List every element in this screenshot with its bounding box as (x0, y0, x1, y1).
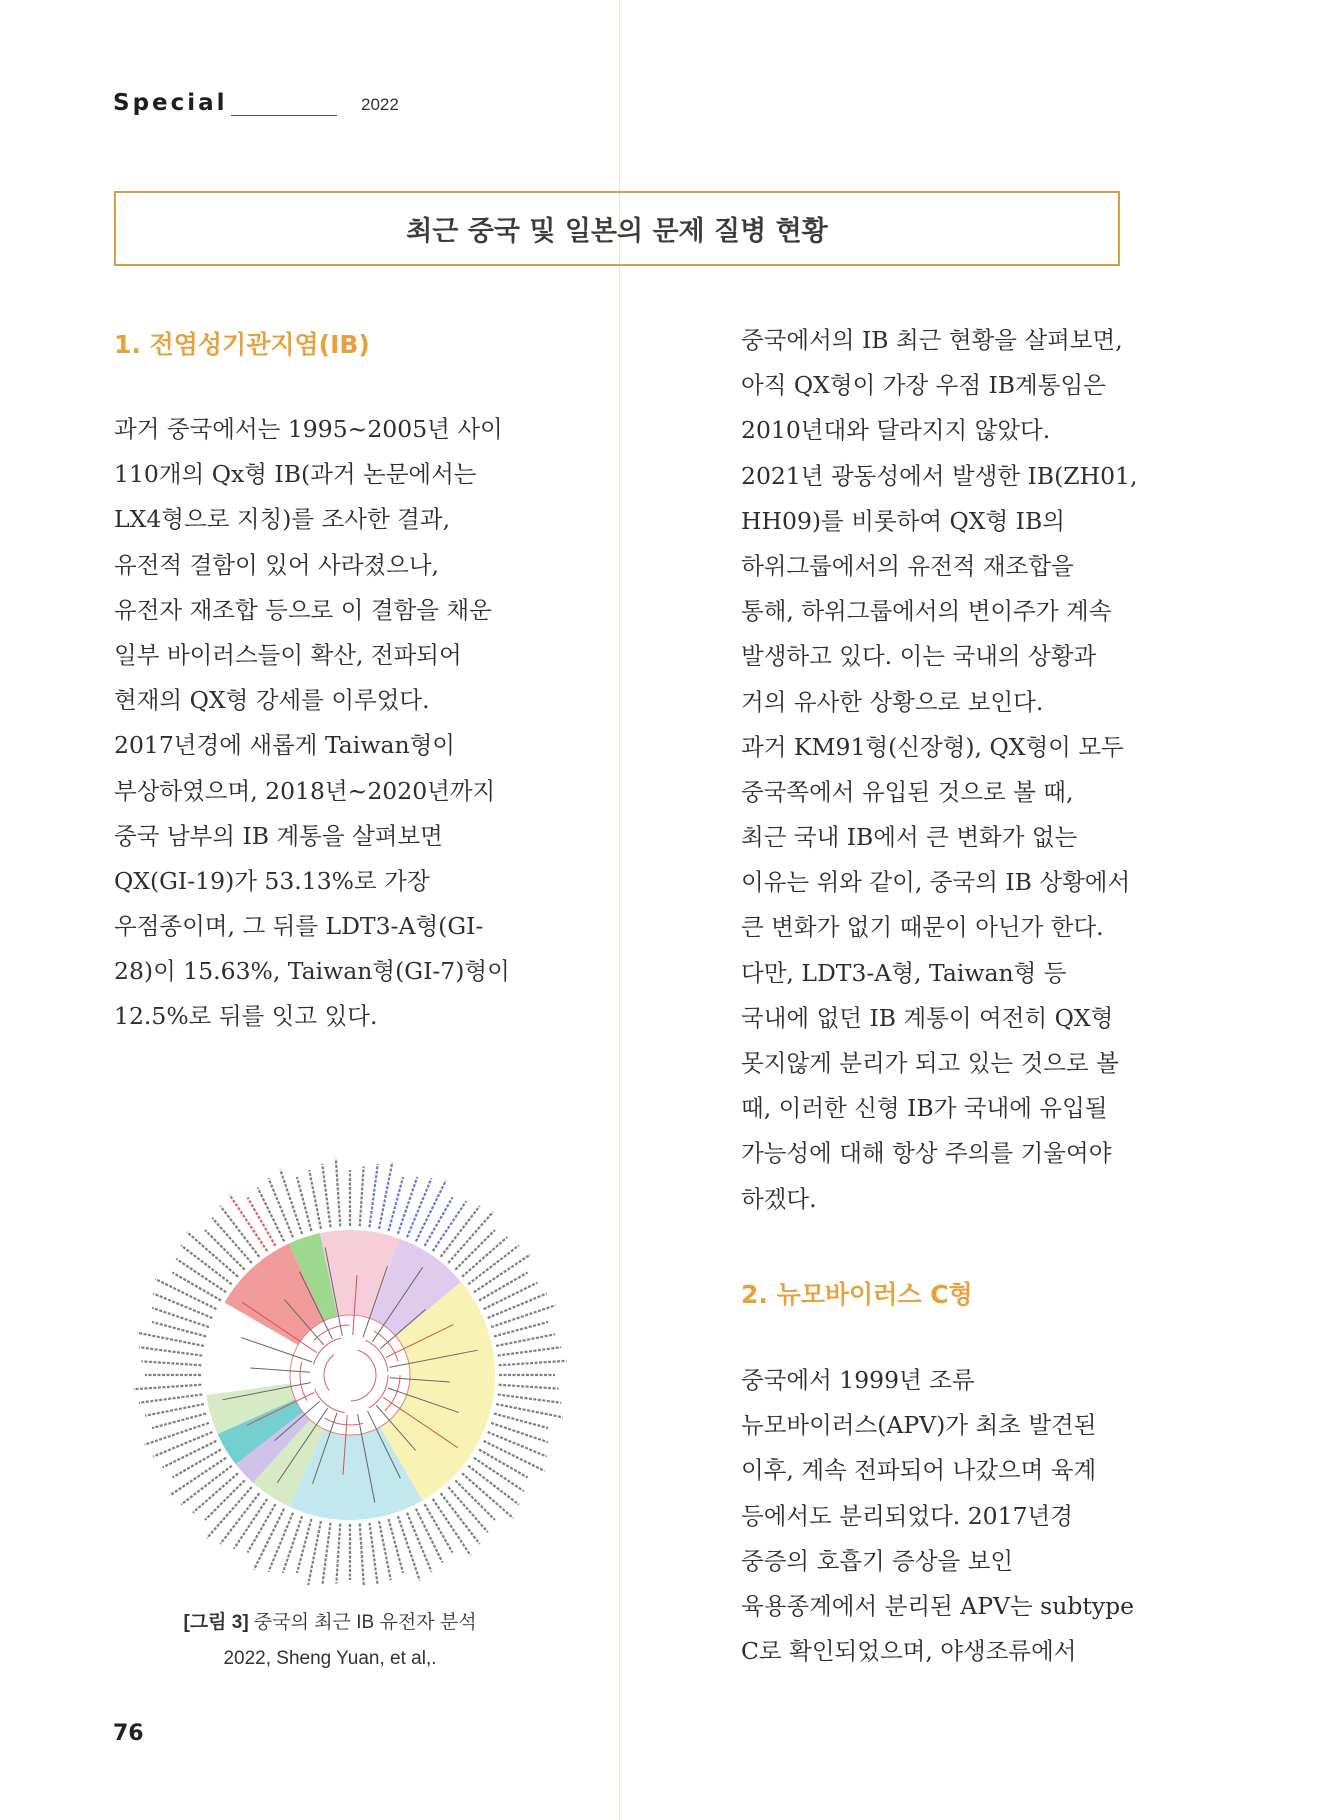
text-line: 하겠다. (741, 1184, 817, 1213)
taxon-label (133, 1385, 201, 1389)
right-body-text-2 (741, 1358, 1134, 1674)
text-line: 육용종계에서 분리된 APV는 subtype (741, 1591, 1135, 1620)
taxon-label (488, 1293, 547, 1317)
text-line: LX4형으로 지칭)를 조사한 결과, (114, 505, 451, 534)
taxon-label (433, 1499, 471, 1556)
taxon-label (170, 1458, 227, 1496)
text-line: 뉴모바이러스(APV)가 최초 발견된 (741, 1411, 1097, 1440)
text-line: 유전자 재조합 등으로 이 결함을 채운 (114, 595, 492, 624)
text-line: 110개의 Qx형 IB(과거 논문에서는 (114, 460, 477, 489)
text-line: 현재의 QX형 강세를 이루었다. (114, 686, 430, 715)
caption-source: 2022, Sheng Yuan, et al,. (223, 1648, 437, 1669)
title-box (114, 191, 1120, 266)
taxon-label (499, 1361, 567, 1365)
figure-caption (110, 1605, 550, 1677)
header-divider (231, 115, 337, 116)
taxon-label (498, 1394, 561, 1402)
text-line: 다만, LDT3-A형, Taiwan형 등 (741, 958, 1067, 987)
taxon-label (139, 1394, 202, 1402)
taxon-label (455, 1230, 495, 1270)
text-line: 중국 남부의 IB 계통을 살펴보면 (114, 821, 443, 850)
page-title: 최근 중국 및 일본의 문제 질병 현황 (406, 216, 828, 247)
taxon-label (155, 1279, 216, 1309)
taxon-label (248, 1504, 276, 1552)
text-line: 2010년대와 달라지지 않았다. (741, 416, 1051, 445)
taxon-label (360, 1524, 364, 1585)
text-line: 중국쪽에서 유입된 것으로 볼 때, (741, 777, 1074, 806)
text-line: 최근 국내 IB에서 큰 변화가 없는 (741, 823, 1078, 852)
text-line: 가능성에 대해 항상 주의를 기울여야 (741, 1139, 1112, 1168)
text-line: 발생하고 있다. 이는 국내의 상황과 (741, 642, 1097, 671)
taxon-label (254, 1509, 284, 1570)
taxon-label (360, 1166, 364, 1226)
section-heading-ib: 1. 전염성기관지염(IB) (114, 330, 370, 359)
text-line: 이유는 위와 같이, 중국의 IB 상황에서 (741, 868, 1131, 897)
center-column-rule (619, 0, 620, 1820)
text-line: 아직 QX형이 가장 우점 IB계통임은 (741, 371, 1106, 400)
taxon-label (479, 1273, 527, 1301)
text-line: C로 확인되었으며, 야생조류에서 (741, 1637, 1077, 1666)
text-line: 유전적 결함이 있어 사라졌으나, (114, 550, 439, 579)
taxon-label (425, 1197, 453, 1245)
text-line: 12.5%로 뒤를 잇고 있다. (114, 1002, 378, 1031)
taxon-label (484, 1441, 545, 1471)
text-line: 우점종이며, 그 뒤를 LDT3-A형(GI- (114, 912, 484, 941)
taxon-label (479, 1450, 527, 1478)
taxon-label (258, 1188, 285, 1242)
taxon-label (455, 1480, 495, 1520)
taxon-label (491, 1305, 555, 1327)
taxon-label (496, 1404, 563, 1417)
text-line: 이후, 계속 전파되어 나갔으며 육계 (741, 1456, 1097, 1485)
text-line: 국내에 없던 IB 계통이 여전히 QX형 (741, 1003, 1114, 1032)
taxon-label (229, 1195, 267, 1252)
taxon-label (205, 1480, 245, 1520)
text-line: HH09)를 비롯하여 QX형 IB의 (741, 506, 1065, 535)
section-heading-apv: 2. 뉴모바이러스 C형 (741, 1280, 973, 1309)
caption-text: 중국의 최근 IB 유전자 분석 (248, 1612, 477, 1633)
taxon-label (308, 1521, 321, 1585)
text-line: 큰 변화가 없기 때문이 아닌가 한다. (741, 913, 1104, 942)
taxon-label (369, 1164, 377, 1227)
section-label: Special (113, 90, 228, 116)
text-line: 28)이 15.63%, Taiwan형(GI-7)형이 (114, 957, 510, 986)
taxon-label (309, 1170, 321, 1229)
taxon-label (322, 1523, 330, 1585)
text-line: 통해, 하위그룹에서의 변이주가 계속 (741, 597, 1112, 626)
taxon-label (488, 1432, 547, 1456)
text-line: 과거 KM91형(신장형), QX형이 모두 (741, 732, 1124, 761)
taxon-label (499, 1385, 559, 1389)
phylogenetic-tree-figure (90, 1145, 570, 1585)
text-line: QX(GI-19)가 53.13%로 가장 (114, 866, 430, 895)
text-line: 부상하였으며, 2018년~2020년까지 (114, 776, 496, 805)
page-number: 76 (113, 1721, 144, 1746)
taxon-label (248, 1197, 276, 1245)
taxon-label (145, 1423, 209, 1445)
text-line: 하위그룹에서의 유전적 재조합을 (741, 551, 1074, 580)
text-line: 2017년경에 새롭게 Taiwan형이 (114, 731, 455, 760)
taxon-label (498, 1347, 561, 1355)
taxon-label (425, 1504, 453, 1552)
text-line: 등에서도 분리되었다. 2017년경 (741, 1501, 1073, 1530)
taxon-label (474, 1254, 531, 1292)
taxon-label (172, 1273, 220, 1301)
text-line: 중국에서의 IB 최근 현황을 살펴보면, (741, 326, 1123, 354)
text-line: 2021년 광동성에서 발생한 IB(ZH01, (741, 461, 1138, 490)
taxon-label (280, 1170, 302, 1234)
taxon-label (137, 1333, 204, 1346)
text-line: 때, 이러한 신형 IB가 국내에 유입될 (741, 1094, 1108, 1123)
taxon-label (141, 1361, 201, 1365)
right-body-text (741, 318, 1137, 1222)
text-line: 과거 중국에서는 1995~2005년 사이 (114, 415, 503, 443)
taxon-label (163, 1441, 217, 1468)
taxon-label (369, 1523, 377, 1585)
taxon-label (205, 1230, 245, 1270)
taxon-label (139, 1347, 202, 1355)
text-line: 못지않게 분리가 되고 있는 것으로 볼 (741, 1049, 1119, 1077)
taxon-label (336, 1158, 340, 1226)
caption-label: [그림 3] (183, 1612, 249, 1633)
taxon-label (484, 1283, 538, 1310)
taxon-label (379, 1162, 392, 1229)
taxon-label (153, 1293, 212, 1317)
taxon-label (407, 1178, 431, 1237)
taxon-label (379, 1521, 391, 1580)
taxon-label (496, 1334, 555, 1346)
text-line: 중국에서 1999년 조류 (741, 1366, 975, 1394)
text-line: 일부 바이러스들이 확산, 전파되어 (114, 640, 462, 669)
tree-center (290, 1315, 410, 1435)
taxon-label (416, 1180, 446, 1241)
issue-year: 2022 (361, 95, 399, 114)
left-body-text (114, 407, 510, 1040)
taxon-label (153, 1432, 212, 1456)
taxon-label (322, 1164, 330, 1227)
taxon-label (398, 1516, 420, 1580)
taxon-label (416, 1509, 443, 1563)
taxon-label (268, 1513, 292, 1572)
taxon-label (172, 1450, 220, 1478)
taxon-label (407, 1513, 431, 1572)
taxon-label (268, 1178, 292, 1237)
text-line: 중증의 호흡기 증상을 보인 (741, 1546, 1014, 1575)
text-line: 거의 유사한 상황으로 보인다. (741, 687, 1044, 716)
taxon-label (336, 1524, 340, 1584)
taxon-label (145, 1404, 204, 1416)
